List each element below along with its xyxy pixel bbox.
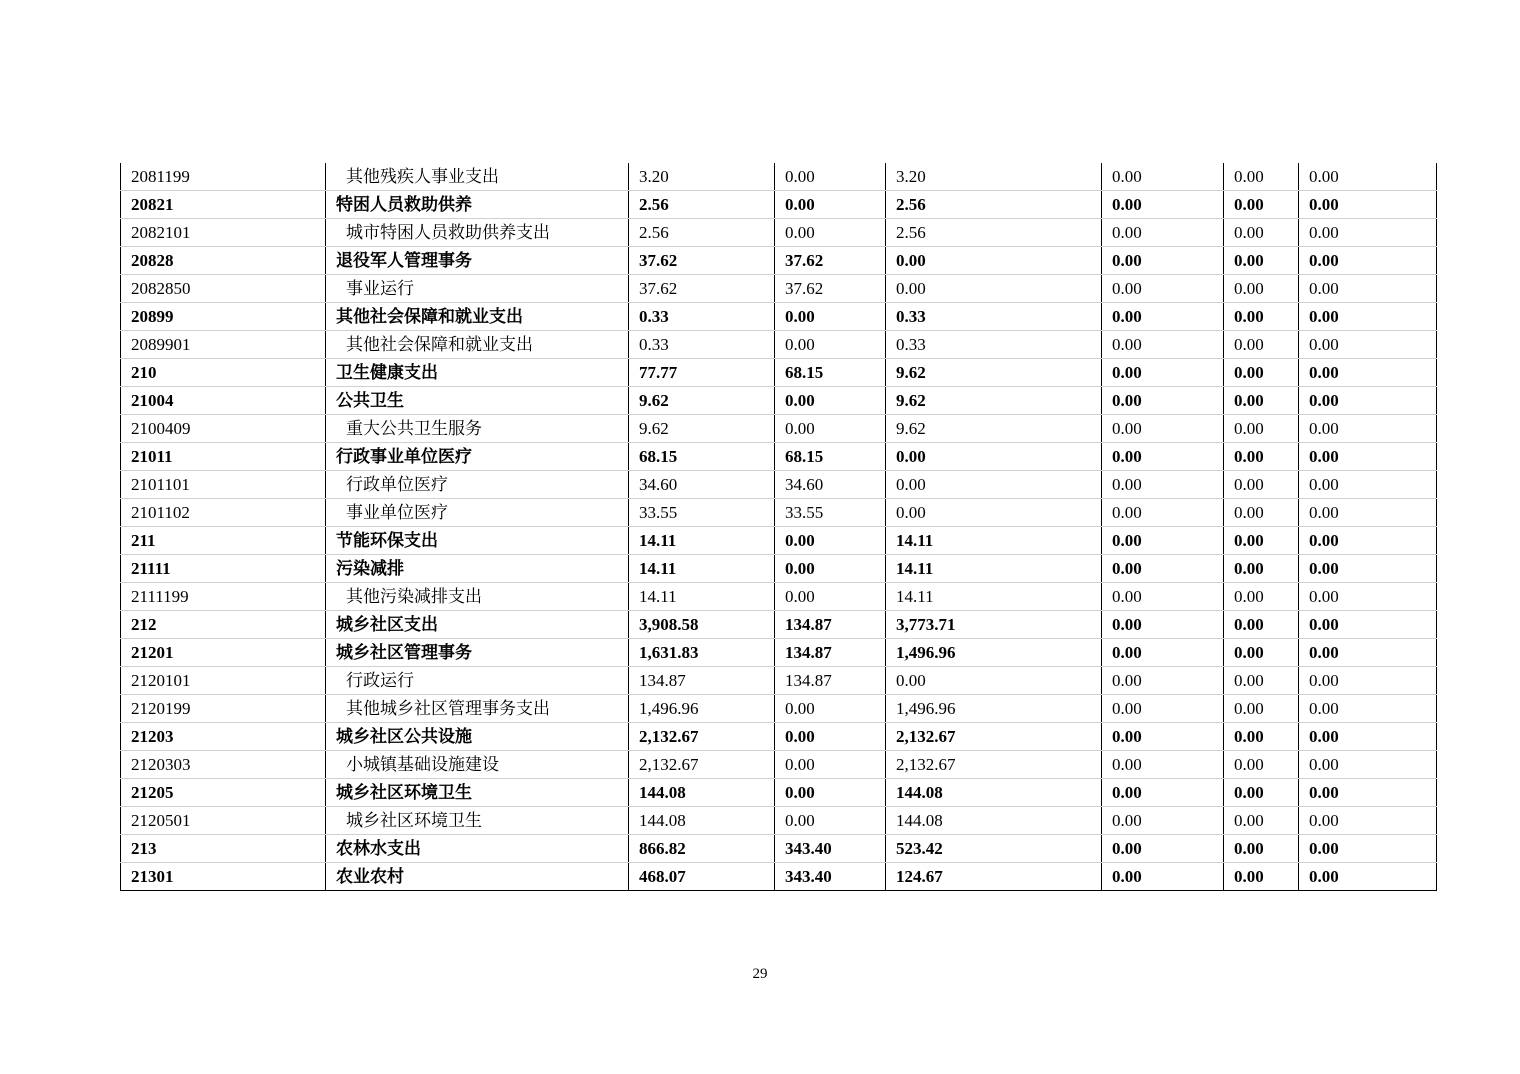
cell-name: 城市特困人员救助供养支出 — [326, 219, 629, 247]
cell-col7: 0.00 — [1224, 835, 1299, 863]
cell-total: 3,908.58 — [629, 611, 775, 639]
cell-project: 0.33 — [886, 303, 1102, 331]
cell-total: 134.87 — [629, 667, 775, 695]
cell-total: 0.33 — [629, 331, 775, 359]
cell-code: 2120303 — [121, 751, 326, 779]
table-row — [121, 247, 1437, 275]
cell-name: 污染减排 — [326, 555, 629, 583]
cell-basic: 37.62 — [775, 275, 886, 303]
cell-col6: 0.00 — [1102, 219, 1224, 247]
cell-project: 0.00 — [886, 443, 1102, 471]
cell-col6: 0.00 — [1102, 583, 1224, 611]
cell-col7: 0.00 — [1224, 667, 1299, 695]
cell-project: 144.08 — [886, 779, 1102, 807]
cell-total: 2,132.67 — [629, 751, 775, 779]
cell-project: 2,132.67 — [886, 723, 1102, 751]
cell-code: 21004 — [121, 387, 326, 415]
cell-name: 其他社会保障和就业支出 — [326, 303, 629, 331]
cell-code: 2100409 — [121, 415, 326, 443]
cell-project: 3.20 — [886, 163, 1102, 191]
cell-project: 0.00 — [886, 275, 1102, 303]
cell-col8: 0.00 — [1299, 359, 1437, 387]
cell-total: 1,631.83 — [629, 639, 775, 667]
cell-col8: 0.00 — [1299, 471, 1437, 499]
cell-name: 农业农村 — [326, 863, 629, 891]
cell-total: 14.11 — [629, 527, 775, 555]
cell-project: 1,496.96 — [886, 639, 1102, 667]
table-row — [121, 359, 1437, 387]
cell-name: 其他社会保障和就业支出 — [326, 331, 629, 359]
cell-project: 14.11 — [886, 527, 1102, 555]
cell-basic: 0.00 — [775, 219, 886, 247]
cell-col7: 0.00 — [1224, 695, 1299, 723]
cell-total: 68.15 — [629, 443, 775, 471]
cell-col7: 0.00 — [1224, 723, 1299, 751]
cell-total: 2.56 — [629, 191, 775, 219]
cell-name: 其他残疾人事业支出 — [326, 163, 629, 191]
cell-code: 2082101 — [121, 219, 326, 247]
table-row — [121, 639, 1437, 667]
cell-project: 0.00 — [886, 667, 1102, 695]
cell-basic: 0.00 — [775, 303, 886, 331]
cell-basic: 0.00 — [775, 331, 886, 359]
cell-project: 0.00 — [886, 499, 1102, 527]
cell-name: 城乡社区环境卫生 — [326, 779, 629, 807]
cell-col7: 0.00 — [1224, 247, 1299, 275]
cell-col7: 0.00 — [1224, 275, 1299, 303]
cell-col6: 0.00 — [1102, 415, 1224, 443]
cell-basic: 0.00 — [775, 779, 886, 807]
cell-col7: 0.00 — [1224, 191, 1299, 219]
cell-code: 2089901 — [121, 331, 326, 359]
cell-code: 21111 — [121, 555, 326, 583]
cell-col8: 0.00 — [1299, 667, 1437, 695]
cell-name: 城乡社区环境卫生 — [326, 807, 629, 835]
cell-col7: 0.00 — [1224, 443, 1299, 471]
cell-basic: 68.15 — [775, 359, 886, 387]
table-row — [121, 555, 1437, 583]
cell-col8: 0.00 — [1299, 807, 1437, 835]
cell-col8: 0.00 — [1299, 387, 1437, 415]
cell-col6: 0.00 — [1102, 163, 1224, 191]
cell-project: 9.62 — [886, 359, 1102, 387]
cell-col8: 0.00 — [1299, 723, 1437, 751]
cell-col8: 0.00 — [1299, 331, 1437, 359]
cell-code: 2101102 — [121, 499, 326, 527]
cell-col8: 0.00 — [1299, 751, 1437, 779]
cell-code: 213 — [121, 835, 326, 863]
cell-col7: 0.00 — [1224, 779, 1299, 807]
cell-total: 14.11 — [629, 583, 775, 611]
cell-col8: 0.00 — [1299, 835, 1437, 863]
cell-total: 77.77 — [629, 359, 775, 387]
cell-code: 2120101 — [121, 667, 326, 695]
cell-total: 1,496.96 — [629, 695, 775, 723]
cell-code: 20828 — [121, 247, 326, 275]
cell-code: 211 — [121, 527, 326, 555]
cell-col8: 0.00 — [1299, 275, 1437, 303]
cell-col8: 0.00 — [1299, 695, 1437, 723]
cell-col6: 0.00 — [1102, 667, 1224, 695]
cell-col8: 0.00 — [1299, 163, 1437, 191]
cell-col8: 0.00 — [1299, 443, 1437, 471]
cell-col6: 0.00 — [1102, 779, 1224, 807]
cell-project: 14.11 — [886, 555, 1102, 583]
cell-total: 37.62 — [629, 247, 775, 275]
cell-name: 特困人员救助供养 — [326, 191, 629, 219]
cell-basic: 0.00 — [775, 807, 886, 835]
cell-total: 37.62 — [629, 275, 775, 303]
table-row — [121, 751, 1437, 779]
cell-name: 事业单位医疗 — [326, 499, 629, 527]
cell-project: 2,132.67 — [886, 751, 1102, 779]
cell-col8: 0.00 — [1299, 555, 1437, 583]
table-row — [121, 611, 1437, 639]
cell-name: 城乡社区支出 — [326, 611, 629, 639]
cell-project: 0.00 — [886, 247, 1102, 275]
table-row — [121, 779, 1437, 807]
table-row — [121, 331, 1437, 359]
cell-basic: 0.00 — [775, 527, 886, 555]
table-row — [121, 583, 1437, 611]
cell-basic: 68.15 — [775, 443, 886, 471]
cell-basic: 34.60 — [775, 471, 886, 499]
cell-col7: 0.00 — [1224, 863, 1299, 891]
table-row — [121, 527, 1437, 555]
cell-col7: 0.00 — [1224, 611, 1299, 639]
cell-col7: 0.00 — [1224, 471, 1299, 499]
cell-col6: 0.00 — [1102, 331, 1224, 359]
cell-basic: 0.00 — [775, 695, 886, 723]
cell-total: 0.33 — [629, 303, 775, 331]
cell-basic: 0.00 — [775, 387, 886, 415]
cell-col6: 0.00 — [1102, 723, 1224, 751]
cell-total: 3.20 — [629, 163, 775, 191]
page-number: 29 — [752, 966, 768, 982]
cell-total: 9.62 — [629, 387, 775, 415]
cell-code: 21205 — [121, 779, 326, 807]
cell-col8: 0.00 — [1299, 303, 1437, 331]
table-row — [121, 443, 1437, 471]
cell-col6: 0.00 — [1102, 191, 1224, 219]
cell-name: 其他城乡社区管理事务支出 — [326, 695, 629, 723]
table-body — [121, 163, 1437, 891]
cell-col7: 0.00 — [1224, 331, 1299, 359]
cell-total: 9.62 — [629, 415, 775, 443]
cell-code: 2081199 — [121, 163, 326, 191]
cell-col7: 0.00 — [1224, 303, 1299, 331]
cell-project: 144.08 — [886, 807, 1102, 835]
cell-basic: 134.87 — [775, 611, 886, 639]
cell-col6: 0.00 — [1102, 471, 1224, 499]
cell-basic: 0.00 — [775, 415, 886, 443]
cell-col6: 0.00 — [1102, 611, 1224, 639]
cell-name: 行政运行 — [326, 667, 629, 695]
cell-code: 210 — [121, 359, 326, 387]
table-row — [121, 303, 1437, 331]
table-row — [121, 387, 1437, 415]
cell-col7: 0.00 — [1224, 807, 1299, 835]
cell-project: 0.33 — [886, 331, 1102, 359]
cell-code: 21203 — [121, 723, 326, 751]
cell-col7: 0.00 — [1224, 387, 1299, 415]
cell-col6: 0.00 — [1102, 303, 1224, 331]
cell-col8: 0.00 — [1299, 219, 1437, 247]
cell-basic: 134.87 — [775, 639, 886, 667]
cell-col6: 0.00 — [1102, 387, 1224, 415]
cell-col8: 0.00 — [1299, 583, 1437, 611]
table-row — [121, 499, 1437, 527]
table-row — [121, 863, 1437, 891]
cell-basic: 0.00 — [775, 191, 886, 219]
cell-project: 2.56 — [886, 219, 1102, 247]
table-row — [121, 275, 1437, 303]
table-row — [121, 471, 1437, 499]
cell-col7: 0.00 — [1224, 219, 1299, 247]
cell-code: 2082850 — [121, 275, 326, 303]
cell-col6: 0.00 — [1102, 499, 1224, 527]
cell-col6: 0.00 — [1102, 751, 1224, 779]
cell-name: 其他污染减排支出 — [326, 583, 629, 611]
table-row — [121, 191, 1437, 219]
cell-project: 0.00 — [886, 471, 1102, 499]
cell-project: 9.62 — [886, 387, 1102, 415]
cell-code: 21301 — [121, 863, 326, 891]
table-row — [121, 667, 1437, 695]
cell-project: 9.62 — [886, 415, 1102, 443]
cell-name: 农林水支出 — [326, 835, 629, 863]
cell-project: 3,773.71 — [886, 611, 1102, 639]
cell-col6: 0.00 — [1102, 275, 1224, 303]
cell-col8: 0.00 — [1299, 611, 1437, 639]
cell-total: 34.60 — [629, 471, 775, 499]
cell-col8: 0.00 — [1299, 191, 1437, 219]
cell-name: 重大公共卫生服务 — [326, 415, 629, 443]
cell-basic: 0.00 — [775, 555, 886, 583]
cell-total: 14.11 — [629, 555, 775, 583]
cell-col8: 0.00 — [1299, 415, 1437, 443]
cell-basic: 0.00 — [775, 583, 886, 611]
cell-col7: 0.00 — [1224, 639, 1299, 667]
table-row — [121, 163, 1437, 191]
cell-basic: 0.00 — [775, 163, 886, 191]
cell-col6: 0.00 — [1102, 863, 1224, 891]
cell-basic: 134.87 — [775, 667, 886, 695]
cell-col7: 0.00 — [1224, 527, 1299, 555]
cell-col7: 0.00 — [1224, 163, 1299, 191]
cell-basic: 343.40 — [775, 835, 886, 863]
cell-col6: 0.00 — [1102, 835, 1224, 863]
table-row — [121, 807, 1437, 835]
cell-col7: 0.00 — [1224, 415, 1299, 443]
table-row — [121, 695, 1437, 723]
cell-name: 行政事业单位医疗 — [326, 443, 629, 471]
cell-code: 2120199 — [121, 695, 326, 723]
cell-code: 20899 — [121, 303, 326, 331]
table-row — [121, 415, 1437, 443]
cell-name: 节能环保支出 — [326, 527, 629, 555]
cell-code: 212 — [121, 611, 326, 639]
cell-project: 1,496.96 — [886, 695, 1102, 723]
cell-total: 2,132.67 — [629, 723, 775, 751]
cell-total: 2.56 — [629, 219, 775, 247]
cell-col7: 0.00 — [1224, 555, 1299, 583]
cell-col6: 0.00 — [1102, 359, 1224, 387]
cell-name: 城乡社区公共设施 — [326, 723, 629, 751]
cell-total: 33.55 — [629, 499, 775, 527]
cell-name: 行政单位医疗 — [326, 471, 629, 499]
cell-code: 2120501 — [121, 807, 326, 835]
cell-basic: 33.55 — [775, 499, 886, 527]
cell-col8: 0.00 — [1299, 779, 1437, 807]
cell-code: 21201 — [121, 639, 326, 667]
cell-col8: 0.00 — [1299, 639, 1437, 667]
cell-total: 468.07 — [629, 863, 775, 891]
cell-basic: 0.00 — [775, 723, 886, 751]
budget-table — [120, 163, 1437, 891]
cell-total: 866.82 — [629, 835, 775, 863]
cell-col6: 0.00 — [1102, 695, 1224, 723]
cell-code: 2101101 — [121, 471, 326, 499]
cell-col8: 0.00 — [1299, 499, 1437, 527]
cell-name: 公共卫生 — [326, 387, 629, 415]
table-row — [121, 835, 1437, 863]
cell-code: 2111199 — [121, 583, 326, 611]
cell-col7: 0.00 — [1224, 359, 1299, 387]
cell-col6: 0.00 — [1102, 555, 1224, 583]
cell-col6: 0.00 — [1102, 527, 1224, 555]
cell-name: 城乡社区管理事务 — [326, 639, 629, 667]
table-row — [121, 723, 1437, 751]
cell-total: 144.08 — [629, 807, 775, 835]
cell-col6: 0.00 — [1102, 443, 1224, 471]
cell-col8: 0.00 — [1299, 863, 1437, 891]
table-row — [121, 219, 1437, 247]
cell-code: 21011 — [121, 443, 326, 471]
cell-basic: 343.40 — [775, 863, 886, 891]
cell-basic: 37.62 — [775, 247, 886, 275]
cell-name: 事业运行 — [326, 275, 629, 303]
cell-col7: 0.00 — [1224, 751, 1299, 779]
cell-col8: 0.00 — [1299, 527, 1437, 555]
cell-col6: 0.00 — [1102, 807, 1224, 835]
cell-code: 20821 — [121, 191, 326, 219]
cell-col7: 0.00 — [1224, 499, 1299, 527]
cell-project: 523.42 — [886, 835, 1102, 863]
cell-basic: 0.00 — [775, 751, 886, 779]
cell-col7: 0.00 — [1224, 583, 1299, 611]
cell-col6: 0.00 — [1102, 639, 1224, 667]
cell-col8: 0.00 — [1299, 247, 1437, 275]
cell-col6: 0.00 — [1102, 247, 1224, 275]
cell-name: 卫生健康支出 — [326, 359, 629, 387]
cell-name: 小城镇基础设施建设 — [326, 751, 629, 779]
cell-project: 14.11 — [886, 583, 1102, 611]
cell-project: 124.67 — [886, 863, 1102, 891]
cell-total: 144.08 — [629, 779, 775, 807]
cell-project: 2.56 — [886, 191, 1102, 219]
cell-name: 退役军人管理事务 — [326, 247, 629, 275]
